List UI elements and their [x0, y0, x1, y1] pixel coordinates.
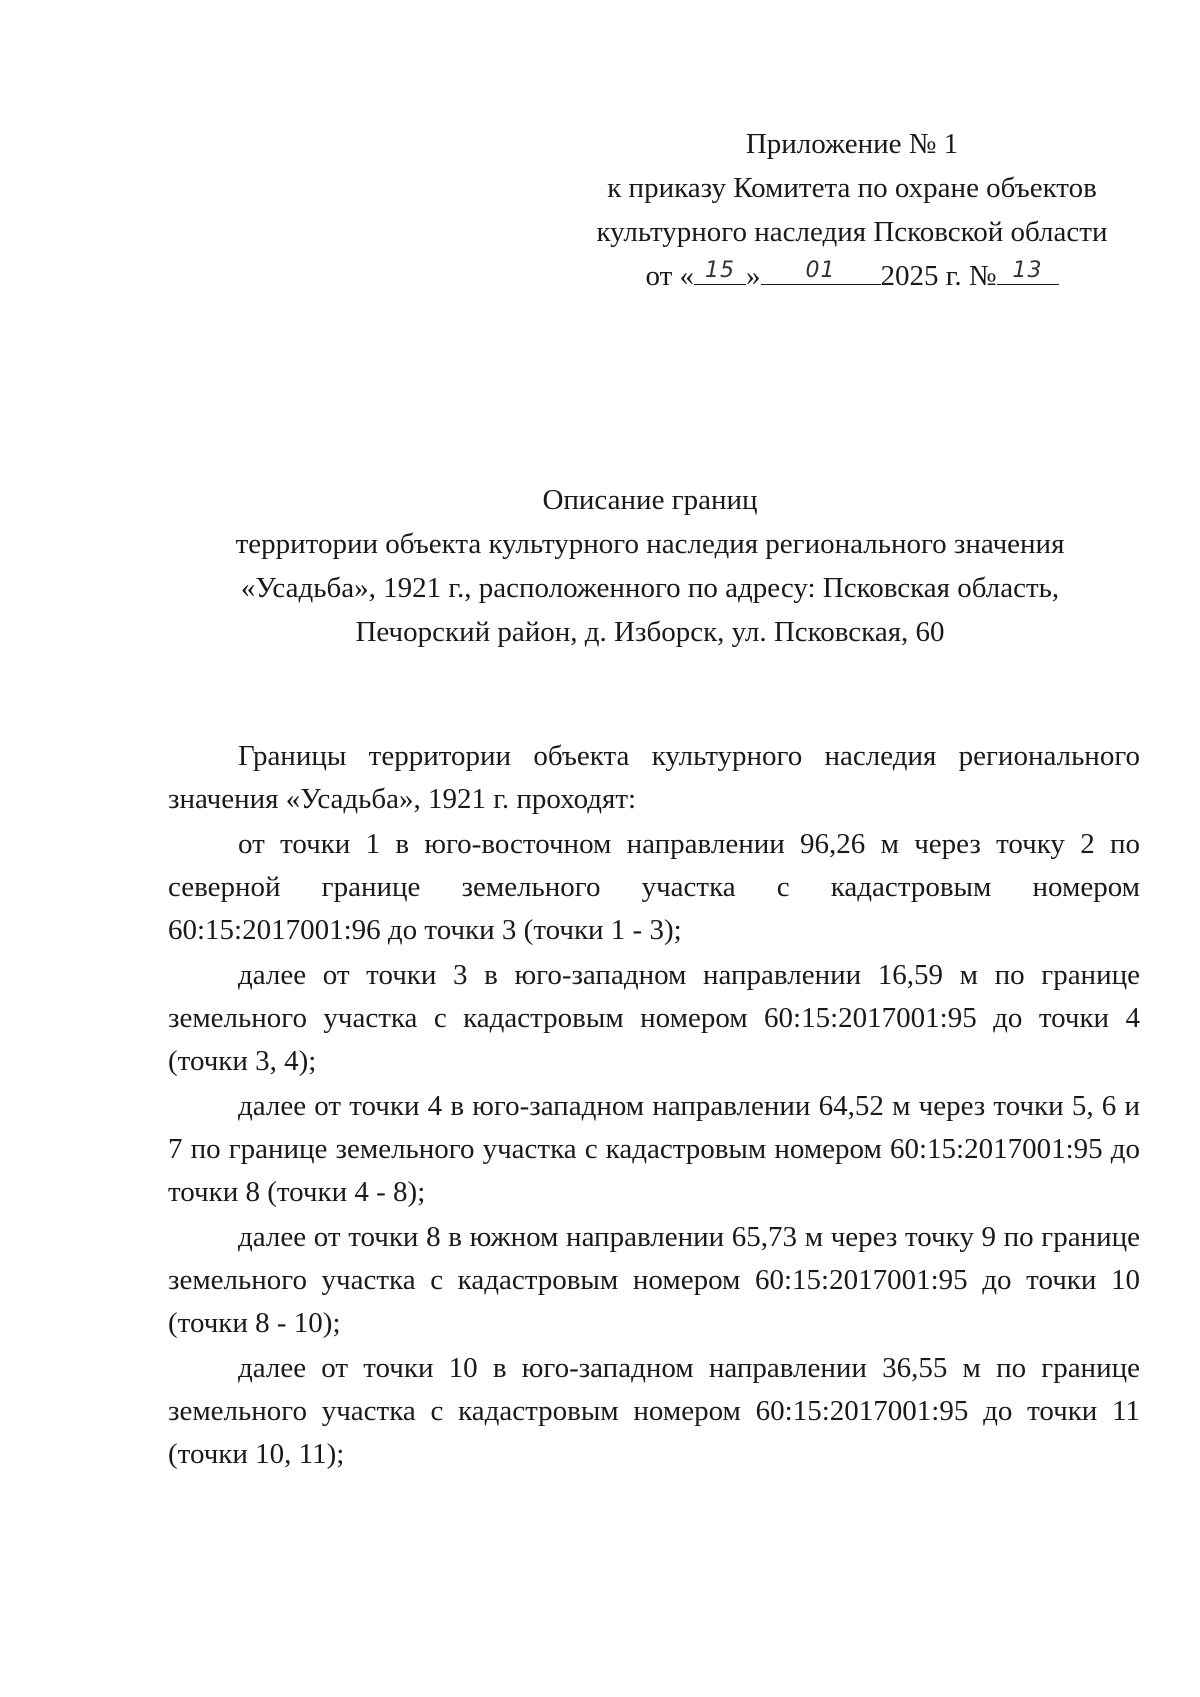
title-line-4: Печорский район, д. Изборск, ул. Псковская, 60	[355, 616, 945, 648]
month-field	[761, 254, 881, 285]
date-mid: »	[746, 260, 761, 292]
handwritten-day: 15	[705, 258, 735, 283]
handwritten-number: 13	[1012, 258, 1043, 283]
order-date-line	[572, 254, 1132, 298]
date-prefix: от «	[645, 260, 694, 292]
day-field	[694, 254, 746, 285]
boundary-description	[168, 735, 1140, 1478]
paragraph-segment-5: далее от точки 10 в юго-западном направлении 36,55 м по границе земельного участка с кадастровым номером 60:15:2017001:95 до точки 11 (точки 10, 11);	[168, 1352, 1140, 1470]
year-and-number-label: 2025 г. №	[880, 260, 997, 292]
appendix-number: Приложение № 1	[745, 128, 959, 160]
handwritten-month: 01	[805, 258, 836, 283]
paragraph-segment-2: далее от точки 3 в юго-западном направлении 16,59 м по границе земельного участка с кадастровым номером 60:15:2017001:95 до точки 4 (точки 3, 4);	[168, 959, 1140, 1077]
document-title	[190, 478, 1110, 654]
order-reference: к приказу Комитета по охране объектов	[607, 172, 1097, 204]
paragraph-intro: Границы территории объекта культурного наследия регионального значения «Усадьба», 1921 г. проходят:	[168, 740, 1140, 815]
appendix-header	[572, 122, 1132, 298]
title-line-1: Описание границ	[542, 484, 758, 516]
paragraph-segment-3: далее от точки 4 в юго-западном направлении 64,52 м через точки 5, 6 и 7 по границе земельного участка с кадастровым номером 60:15:2017001:95 до точки 8 (точки 4 - 8);	[168, 1090, 1140, 1208]
number-field	[997, 254, 1059, 285]
title-line-2: территории объекта культурного наследия регионального значения	[235, 528, 1065, 560]
paragraph-segment-4: далее от точки 8 в южном направлении 65,73 м через точку 9 по границе земельного участка с кадастровым номером 60:15:2017001:95 до точки 10 (точки 8 - 10);	[168, 1221, 1140, 1339]
paragraph-segment-1: от точки 1 в юго-восточном направлении 96,26 м через точку 2 по северной границе земельного участка с кадастровым номером 60:15:2017001:96 до точки 3 (точки 1 - 3);	[168, 828, 1140, 946]
title-line-3: «Усадьба», 1921 г., расположенного по адресу: Псковская область,	[240, 572, 1060, 604]
committee-name: культурного наследия Псковской области	[596, 216, 1108, 248]
